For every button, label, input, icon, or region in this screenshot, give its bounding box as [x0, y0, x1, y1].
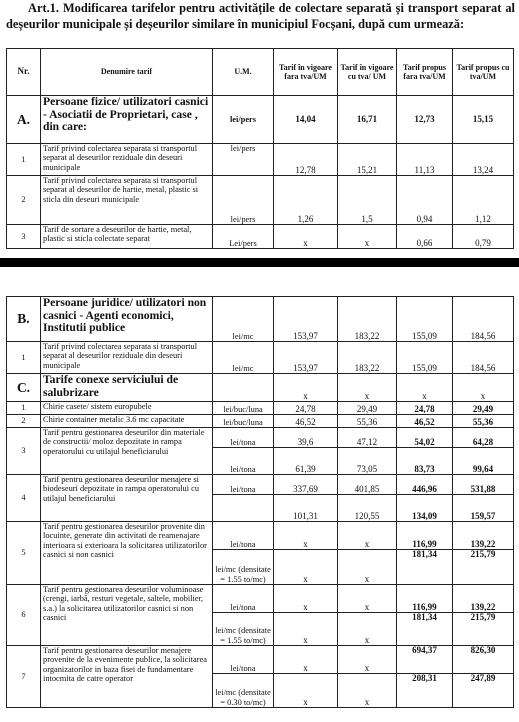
header-nr: Nr. [7, 49, 41, 96]
row-value: 531,88 [453, 475, 514, 495]
row-um: lei/tona [213, 475, 274, 495]
row-name: Tarif privind colectarea separata si transportul separat al deseurilor reziduale din deseuri municipale [41, 342, 213, 374]
table-row [7, 428, 514, 448]
row-value: 247,89 [453, 674, 514, 708]
row-value: x [338, 613, 397, 646]
row-nr: B. [7, 297, 41, 342]
row-nr: 1 [7, 402, 41, 415]
row-value: 183,22 [338, 342, 397, 374]
row-nr: 7 [7, 646, 41, 708]
row-value: 153,97 [274, 342, 338, 374]
table-row [7, 402, 514, 415]
row-value: x [274, 613, 338, 646]
row-value: 12,73 [397, 96, 453, 144]
row-value: x [338, 674, 397, 708]
row-nr: 5 [7, 522, 41, 585]
row-value: x [274, 374, 338, 402]
row-nr: 6 [7, 585, 41, 646]
row-um: lei/pers [213, 176, 274, 225]
row-value: x [453, 374, 514, 402]
row-value: 16,71 [338, 96, 397, 144]
table-row [7, 297, 514, 342]
row-nr: 3 [7, 225, 41, 249]
row-value: 99,64 [453, 448, 514, 475]
row-name: Persoane juridice/ utilizatori non casnici - Agenti economici, Institutii publice [41, 297, 213, 342]
row-value: 139,22 [453, 522, 514, 550]
row-value: 446,96 [397, 475, 453, 495]
row-value: 29,49 [338, 402, 397, 415]
row-value: 1,5 [338, 176, 397, 225]
row-name: Chirie casete/ sistem europubele [41, 402, 213, 415]
row-value: 139,22 [453, 585, 514, 613]
row-name: Tarif de sortare a deseurilor de hartie, metal, plastic si sticla colectate separat [41, 225, 213, 249]
row-name: Tarif pentru gestionarea deseurilor voluminoase (crengi, iarbă, resturi vegetale, saltele, mobilier, s.a.) la solicitarea utilizatorilor casnici si non casnici [41, 585, 213, 646]
article-text: Modificarea tarifelor pentru activitățile de colectare separată și transport separat al deșeurilor municipale și deșeurilor similare în municipiul Focșani, după cum urmează: [6, 1, 515, 31]
row-nr: 1 [7, 144, 41, 176]
row-value: 694,37 [397, 646, 453, 674]
row-value: 24,78 [397, 402, 453, 415]
row-nr: 2 [7, 415, 41, 428]
row-value: 29,49 [453, 402, 514, 415]
row-um: lei/mc [213, 297, 274, 342]
page-separator [0, 258, 519, 267]
table-row [7, 646, 514, 674]
table-header-row [7, 49, 514, 96]
row-value: 134,09 [397, 495, 453, 522]
row-value: x [274, 646, 338, 674]
header-name: Denumire tarif [41, 49, 213, 96]
row-value: 11,13 [397, 144, 453, 176]
row-um: lei/pers [213, 144, 274, 176]
row-value: 120,55 [338, 495, 397, 522]
row-value: 215,79 [453, 613, 514, 646]
row-value: 54,02 [397, 428, 453, 448]
row-value: 14,04 [274, 96, 338, 144]
row-name: Tarif privind colectarea separata si transportul separat al deseurilor de hartie, metal, plastic si sticla din deseuri municipale [41, 176, 213, 225]
header-col2: Tarif în vigoare cu tva/ UM [338, 49, 397, 96]
row-value: 13,24 [453, 144, 514, 176]
row-value: 39,6 [274, 428, 338, 448]
row-nr: 4 [7, 475, 41, 522]
row-value: x [338, 522, 397, 550]
row-value: 183,22 [338, 297, 397, 342]
row-value: 73,05 [338, 448, 397, 475]
row-nr: 3 [7, 428, 41, 475]
row-um: Lei/pers [213, 225, 274, 249]
row-um: lei/buc/luna [213, 415, 274, 428]
header-um: U.M. [213, 49, 274, 96]
row-value: 1,26 [274, 176, 338, 225]
row-value: x [338, 374, 397, 402]
row-value: 116,99 [397, 585, 453, 613]
row-value: 0,79 [453, 225, 514, 249]
table-row [7, 144, 514, 176]
row-value: 208,31 [397, 674, 453, 708]
row-value: 401,85 [338, 475, 397, 495]
row-um: lei/pers [213, 96, 274, 144]
row-um: lei/tona [213, 522, 274, 550]
row-value: 181,34 [397, 613, 453, 646]
header-col4: Tarif propus cu tva/UM [453, 49, 514, 96]
row-value: 184,56 [453, 342, 514, 374]
row-value: 215,79 [453, 550, 514, 585]
row-um: lei/buc/luna [213, 402, 274, 415]
row-value: 15,15 [453, 96, 514, 144]
row-value: 101,31 [274, 495, 338, 522]
row-name: Tarif pentru gestionarea deseurilor menajere si biodeseuri depozitate in rampa operatorului cu utilajul beneficiarului [41, 475, 213, 522]
row-name: Tarif pentru gestionarea deseurilor din materiale de constructii/ moloz depozitate in rampa operatorului cu utilajul beneficiarului [41, 428, 213, 475]
row-name: Persoane fizice/ utilizatori casnici - Asociatii de Proprietari, case , din care: [41, 96, 213, 144]
row-value: 153,97 [274, 297, 338, 342]
row-um: lei/mc (densitate = 0.30 to/mc) [213, 674, 274, 708]
row-name: Chirie container metalic 3.6 mc capacitate [41, 415, 213, 428]
row-value: 181,34 [397, 550, 453, 585]
table-row [7, 415, 514, 428]
row-um: lei/tona [213, 646, 274, 674]
row-value: x [274, 225, 338, 249]
row-value: x [338, 550, 397, 585]
row-um: lei/mc (densitate = 1.55 to/mc) [213, 613, 274, 646]
row-value: 0,94 [397, 176, 453, 225]
table-row [7, 342, 514, 374]
row-um: lei/tona [213, 428, 274, 448]
row-value: 1,12 [453, 176, 514, 225]
table-row [7, 374, 514, 402]
row-name: Tarif pentru gestionarea deseurilor provenite din locuinte, generate din activitati de reamenajare interioara si exterioara la solicitarea utilizatorilor casnici si non casnici [41, 522, 213, 585]
tariff-table-bottom [6, 296, 514, 708]
table-row [7, 585, 514, 613]
table-row [7, 96, 514, 144]
row-value: 15,21 [338, 144, 397, 176]
row-um [213, 374, 274, 402]
row-value: 46,52 [274, 415, 338, 428]
row-value: 12,78 [274, 144, 338, 176]
row-value: x [397, 374, 453, 402]
row-value: 159,57 [453, 495, 514, 522]
row-value: x [274, 522, 338, 550]
table-row [7, 522, 514, 550]
row-um: lei/tona [213, 448, 274, 475]
tariff-table-top [6, 48, 514, 249]
row-value: 64,28 [453, 428, 514, 448]
row-value: 46,52 [397, 415, 453, 428]
row-value: 184,56 [453, 297, 514, 342]
row-um: lei/tona [213, 585, 274, 613]
row-value: x [274, 585, 338, 613]
row-value: x [274, 550, 338, 585]
row-nr: A. [7, 96, 41, 144]
row-value: 55,36 [453, 415, 514, 428]
row-value: 61,39 [274, 448, 338, 475]
header-col1: Tarif în vigoare fara tva/UM [274, 49, 338, 96]
row-value: 0,66 [397, 225, 453, 249]
row-value: 55,36 [338, 415, 397, 428]
row-value: x [338, 225, 397, 249]
row-name: Tarif pentru gestionarea deseurilor menajere provenite de la evenimente publice, la solicitarea organizatorilor in baza fisei de fundamentare intocmita de catre operator [41, 646, 213, 708]
row-value: 337,69 [274, 475, 338, 495]
header-col3: Tarif propus fara tva/UM [397, 49, 453, 96]
row-value: 47,12 [338, 428, 397, 448]
row-value: 826,30 [453, 646, 514, 674]
row-value: x [274, 674, 338, 708]
row-nr: 2 [7, 176, 41, 225]
table-row [7, 475, 514, 495]
row-value: 155,09 [397, 342, 453, 374]
row-value: x [338, 646, 397, 674]
row-um: lei/mc [213, 342, 274, 374]
row-value: 24,78 [274, 402, 338, 415]
table-row [7, 176, 514, 225]
row-um [213, 495, 274, 522]
row-nr: 1 [7, 342, 41, 374]
row-value: 155,09 [397, 297, 453, 342]
row-name: Tarif privind colectarea separata si transportul separat al deseurilor reziduale din deseuri municipale [41, 144, 213, 176]
row-name: Tarife conexe serviciului de salubrizare [41, 374, 213, 402]
row-nr: C. [7, 374, 41, 402]
table-row [7, 225, 514, 249]
row-value: 83,73 [397, 448, 453, 475]
row-value: x [338, 585, 397, 613]
row-um: lei/mc (densitate = 1.55 to/mc) [213, 550, 274, 585]
row-value: 116,99 [397, 522, 453, 550]
article-heading [6, 1, 515, 32]
article-number: Art.1. [28, 1, 59, 15]
